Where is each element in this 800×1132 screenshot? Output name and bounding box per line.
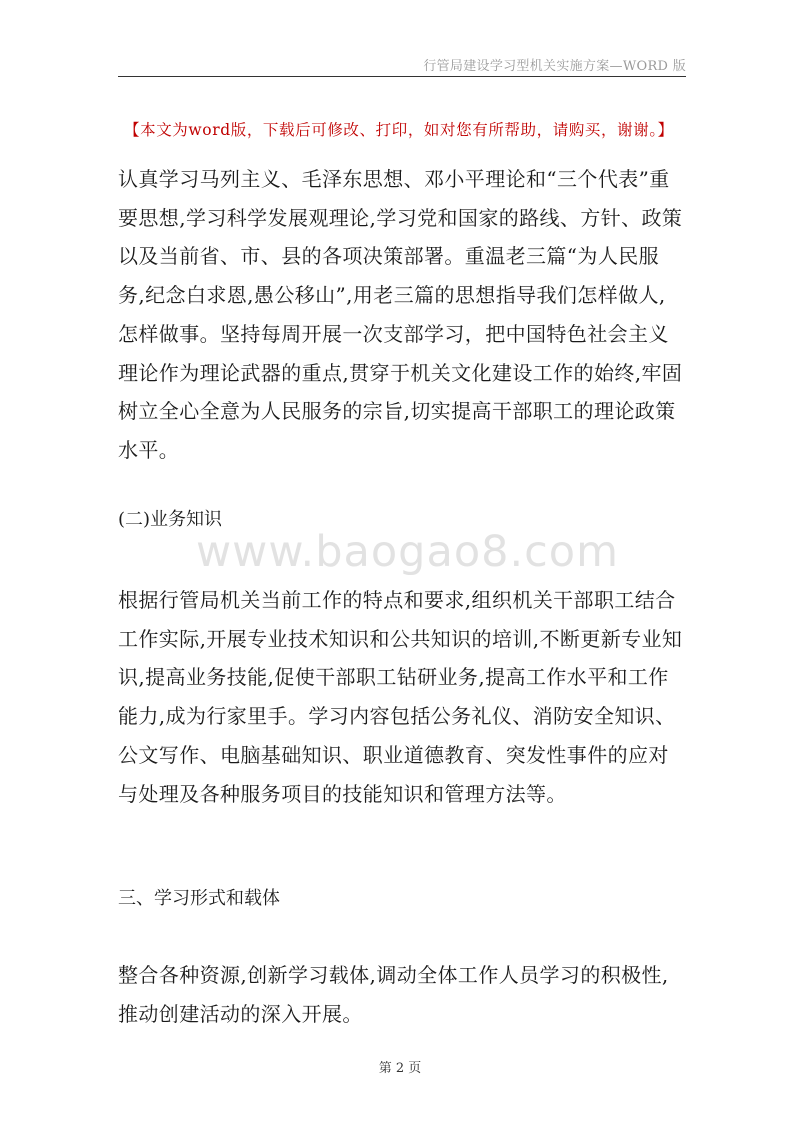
paragraph-theory-study: 认真学习马列主义、毛泽东思想、邓小平理论和“三个代表”重要思想,学习科学发展观理论,学习党和国家的路线、方针、政策以及当前省、市、县的各项决策部署。重温老三篇“为人民服务,纪念白求恩,愚公移山”,用老三篇的思想指导我们怎样做人,怎样做事。坚持每周开展一次支部学习，把中国特色社会主义理论作为理论武器的重点,贯穿于机关文化建设工作的始终,牢固树立全心全意为人民服务的宗旨,切实提高干部职工的理论政策水平。 xyxy=(118,167,683,462)
paragraph-learning-forms: 整合各种资源,创新学习载体,调动全体工作人员学习的积极性,推动创建活动的深入开展。 xyxy=(118,963,669,1026)
heading-business-knowledge: (二)业务知识 xyxy=(118,509,223,530)
heading-learning-forms: 三、学习形式和载体 xyxy=(118,888,280,909)
purchase-notice: 【本文为word版，下载后可修改、打印，如对您有所帮助，请购买，谢谢。】 xyxy=(124,121,674,139)
running-header: 行管局建设学习型机关实施方案—WORD 版 xyxy=(423,59,686,74)
paragraph-business-knowledge: 根据行管局机关当前工作的特点和要求,组织机关干部职工结合工作实际,开展专业技术知识和公共知识的培训,不断更新专业知识,提高业务技能,促使干部职工钻研业务,提高工作水平和工作能力,成为行家里手。学习内容包括公务礼仪、消防安全知识、公文写作、电脑基础知识、职业道德教育、突发性事件的应对与处理及各种服务项目的技能知识和管理方法等。 xyxy=(118,588,683,806)
watermark: www.baogao8.com xyxy=(196,527,619,577)
page-number: 第 2 页 xyxy=(378,1061,422,1076)
header-divider xyxy=(118,76,686,77)
